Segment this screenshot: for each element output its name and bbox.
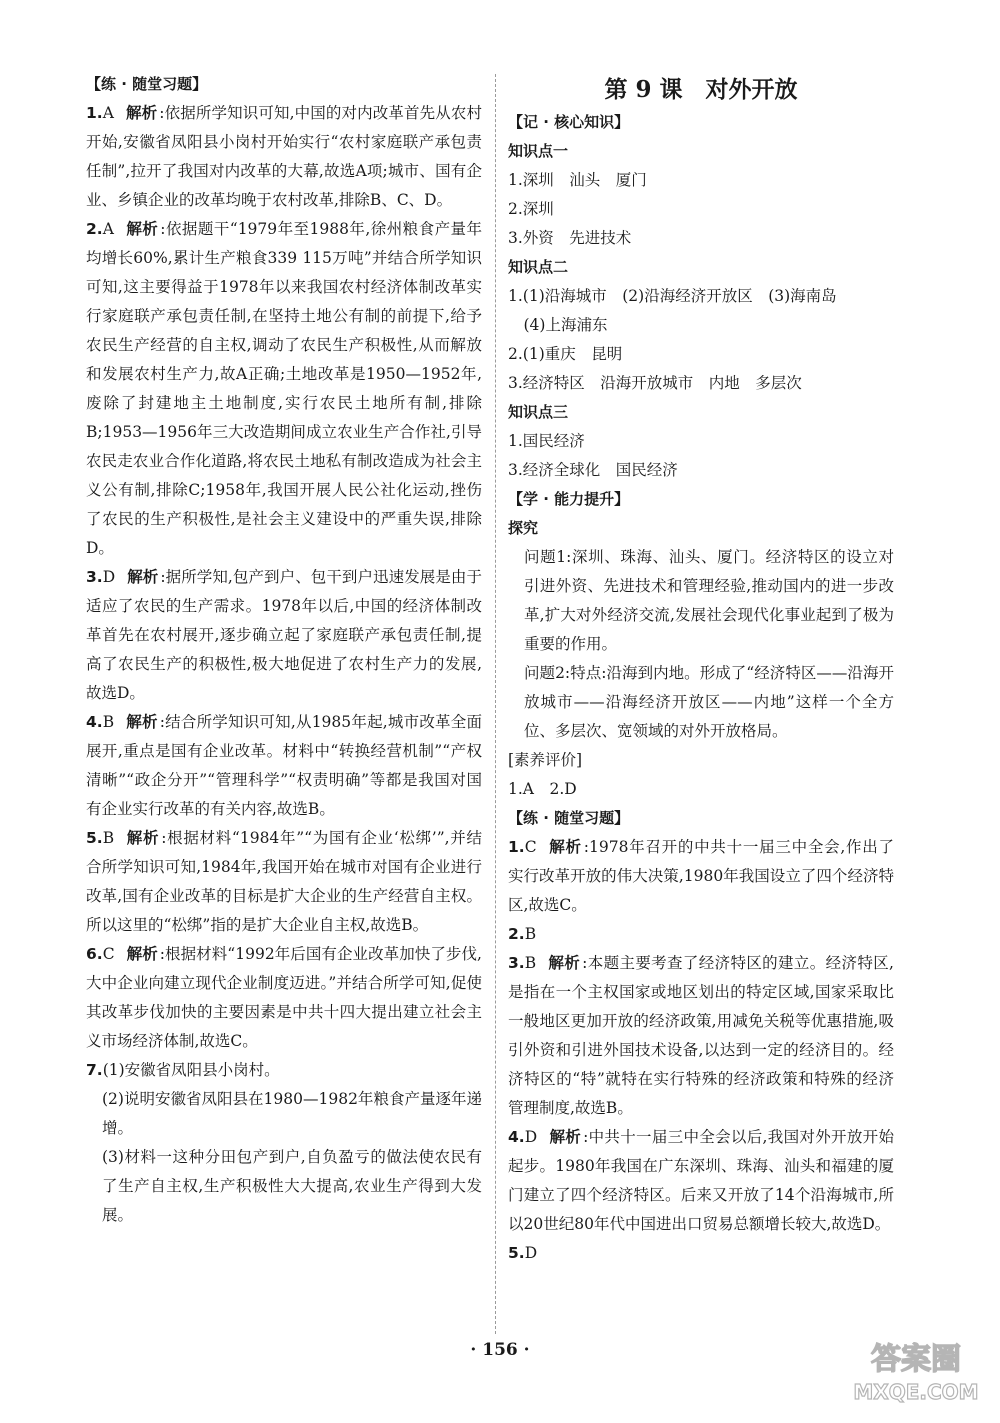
knowledge-answer: 3.经济全球化 国民经济	[508, 461, 678, 479]
knowledge-answer: 1.深圳 汕头 厦门	[508, 171, 647, 189]
knowledge-point-heading: 知识点一	[508, 142, 569, 160]
section-heading: 【练 · 随堂习题】	[86, 75, 208, 93]
answer-item: 2.B	[508, 925, 537, 943]
knowledge-point-heading: 知识点二	[508, 258, 569, 276]
answer-subpart: (3)材料一这种分田包产到户,自负盈亏的做法使农民有了生产自主权,生产积极性大大提高,农业生产得到大发展。	[102, 1148, 482, 1224]
knowledge-answer: 2.(1)重庆 昆明	[508, 345, 623, 363]
evaluation-answers: 1.A 2.D	[508, 780, 577, 798]
svg-text:答案圈: 答案圈	[871, 1342, 961, 1377]
knowledge-answer: 3.经济特区 沿海开放城市 内地 多层次	[508, 374, 802, 392]
answer-list	[86, 99, 482, 1230]
knowledge-answer: 2.深圳	[508, 200, 554, 218]
answer-item: 1.C 解析 :1978年召开的中共十一届三中全会,作出了实行改革开放的伟大决策,1980年我国设立了四个经济特区,故选C。	[508, 838, 894, 914]
answer-item: 4.D 解析 :中共十一届三中全会以后,我国对外开放开始起步。1980年我国在广东深圳、珠海、汕头和福建的厦门建立了四个经济特区。后来又开放了14个沿海城市,所以20世纪80年代中国进出口贸易总额增长较大,故选D。	[508, 1128, 894, 1233]
answer-item: 5.B 解析 :根据材料“1984年”“为国有企业‘松绑’”,并结合所学知识可知,1984年,我国开始在城市对国有企业进行改革,国有企业改革的目标是扩大企业的生产经营自主权。所以这里的“松绑”指的是扩大企业自主权,故选B。	[86, 829, 482, 934]
answer-item: 6.C 解析 :根据材料“1992年后国有企业改革加快了步伐,大中企业向建立现代企业制度迈进。”并结合所学可知,促使其改革步伐加快的主要因素是中共十四大提出建立社会主义市场经济体制,故选C。	[86, 945, 482, 1050]
answer-item: 5.D	[508, 1244, 538, 1262]
explore-answer: 问题2:特点:沿海到内地。形成了“经济特区——沿海开放城市——沿海经济开放区——内地”这样一个全方位、多层次、宽领域的对外开放格局。	[524, 664, 894, 740]
section-heading: 【练 · 随堂习题】	[508, 809, 630, 827]
answer-subpart: (2)说明安徽省凤阳县在1980—1982年粮食产量逐年递增。	[102, 1090, 482, 1137]
evaluation-heading: [素养评价]	[508, 751, 583, 769]
page-number: · 156 ·	[470, 1340, 530, 1360]
explore-answer: 问题1:深圳、珠海、汕头、厦门。经济特区的设立对引进外资、先进技术和管理经验,推动国内的进一步改革,扩大对外经济交流,发展社会现代化事业起到了极为重要的作用。	[524, 548, 894, 653]
column-divider	[495, 74, 496, 1334]
answer-item: 1.A 解析 :依据所学知识可知,中国的对内改革首先从农村开始,安徽省凤阳县小岗村开始实行“农村家庭联产承包责任制”,拉开了我国对内改革的大幕,故选A项;城市、国有企业、乡镇企业的改革均晚于农村改革,排除B、C、D。	[86, 104, 482, 209]
right-column	[508, 70, 894, 1268]
svg-text:MXQE.COM: MXQE.COM	[853, 1380, 979, 1404]
knowledge-answer: (4)上海浦东	[508, 316, 608, 334]
explore-heading: 探究	[508, 519, 539, 537]
answer-item: 3.B 解析 :本题主要考查了经济特区的建立。经济特区,是指在一个主权国家或地区划出的特定区域,国家采取比一般地区更加开放的经济政策,用减免关税等优惠措施,吸引外资和引进外国技术设备,以达到一定的经济目的。经济特区的“特”就特在实行特殊的经济政策和特殊的经济管理制度,故选B。	[508, 954, 894, 1117]
answer-item: 4.B 解析 :结合所学知识可知,从1985年起,城市改革全面展开,重点是国有企业改革。材料中“转换经营机制”“产权清晰”“政企分开”“管理科学”“权责明确”等都是我国对国有企业实行改革的有关内容,故选B。	[86, 713, 482, 818]
lesson-title: 第 9 课 对外开放	[604, 76, 798, 103]
section-heading: 【学 · 能力提升】	[508, 490, 630, 508]
answer-item: 7.(1)安徽省凤阳县小岗村。	[86, 1061, 280, 1079]
answer-item: 3.D 解析 :据所学知,包产到户、包干到户迅速发展是由于适应了农民的生产需求。1978年以后,中国的经济体制改革首先在农村展开,逐步确立起了家庭联产承包责任制,提高了农民生产的积极性,极大地促进了农村生产力的发展,故选D。	[86, 568, 482, 702]
answer-item: 2.A 解析 :依据题干“1979年至1988年,徐州粮食产量年均增长60%,累计生产粮食339 115万吨”并结合所学知识可知,这主要得益于1978年以来我国农村经济体制改革实行家庭联产承包责任制,在坚持土地公有制的前提下,给予农民生产经营的自主权,调动了农民生产积极性,从而解放和发展农村生产力,故A正确;土地改革是1950—1952年,废除了封建地主土地制度,实行农民土地所有制,排除B;1953—1956年三大改造期间成立农业生产合作社,引导农民走农业合作化道路,将农民土地私有制改造成为社会主义公有制,排除C;1958年,我国开展人民公社化运动,挫伤了农民的生产积极性,是社会主义建设中的严重失误,排除D。	[86, 220, 482, 557]
knowledge-answer: 1.国民经济	[508, 432, 585, 450]
section-heading: 【记 · 核心知识】	[508, 113, 630, 131]
knowledge-answer: 3.外资 先进技术	[508, 229, 632, 247]
knowledge-answer: 1.(1)沿海城市 (2)沿海经济开放区 (3)海南岛	[508, 287, 837, 305]
left-column	[86, 70, 482, 1230]
watermark-logo	[846, 1333, 986, 1409]
knowledge-point-heading: 知识点三	[508, 403, 569, 421]
